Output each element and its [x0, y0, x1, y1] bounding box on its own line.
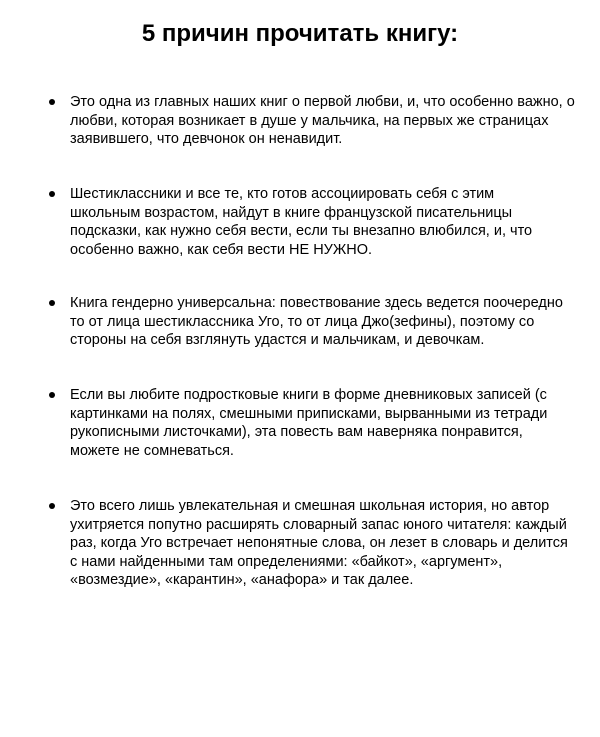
reason-line: любви, которая возникает в душе у мальчика, на первых же страницах — [70, 112, 549, 129]
page-title: 5 причин прочитать книгу: — [141, 20, 459, 47]
reason-text-5 — [70, 497, 590, 590]
reason-line: особенно важно, как себя вести НЕ НУЖНО. — [70, 241, 373, 258]
reason-line: школьным возрастом, найдут в книге французской писательницы — [70, 204, 513, 221]
bullet-icon — [47, 386, 57, 405]
reason-line: Это всего лишь увлекательная и смешная школьная история, но автор — [70, 498, 550, 514]
reason-text-3 — [70, 294, 590, 350]
reason-line: Книга гендерно универсальна: повествование здесь ведется поочередно — [70, 295, 563, 311]
reason-text-4 — [70, 386, 590, 460]
reason-line: стороны на себя взглянуть удастся и мальчикам, и девочкам. — [70, 332, 485, 348]
reason-line: рукописными листочками), эта повесть вам наверняка понравится, — [70, 424, 523, 440]
reason-line: раз, когда Уго встречает непонятные слова, он лезет в словарь и делится — [70, 535, 568, 551]
reason-line: Шестиклассники и все те, кто готов ассоциировать себя с этим — [70, 186, 495, 202]
bullet-icon — [47, 294, 57, 313]
reason-item-4 — [70, 386, 590, 460]
reason-line: «возмездие», «карантин», «анафора» и так далее. — [70, 572, 414, 588]
reason-line: с нами найденными там определениями: «байкот», «аргумент», — [70, 553, 503, 570]
reason-item-5 — [70, 497, 590, 590]
reason-line: заявившего, что девчонок он ненавидит. — [70, 131, 343, 147]
reason-item-1 — [70, 93, 590, 149]
reason-line: картинками на полях, смешными приписками, вырванными из тетради — [70, 405, 548, 422]
reason-line: Это одна из главных наших книг о первой любви, и, что особенно важно, о — [70, 94, 575, 110]
reason-line: можете не сомневаться. — [70, 442, 234, 459]
reason-line: подсказки, как нужно себя вести, если ты внезапно влюбился, и, что — [70, 223, 533, 239]
reason-text-1 — [70, 93, 590, 149]
bullet-icon — [47, 497, 57, 516]
reason-text-2 — [70, 185, 590, 259]
bullet-icon — [47, 93, 57, 112]
reason-line: Если вы любите подростковые книги в форме дневниковых записей (с — [70, 387, 547, 403]
reason-line: то от лица шестиклассника Уго, то от лица Джо(зефины), поэтому со — [70, 313, 535, 330]
bullet-icon — [47, 185, 57, 204]
reason-item-3 — [70, 294, 590, 350]
reason-line: ухитряется попутно расширять словарный запас юного читателя: каждый — [70, 516, 567, 533]
reason-item-2 — [70, 185, 590, 259]
